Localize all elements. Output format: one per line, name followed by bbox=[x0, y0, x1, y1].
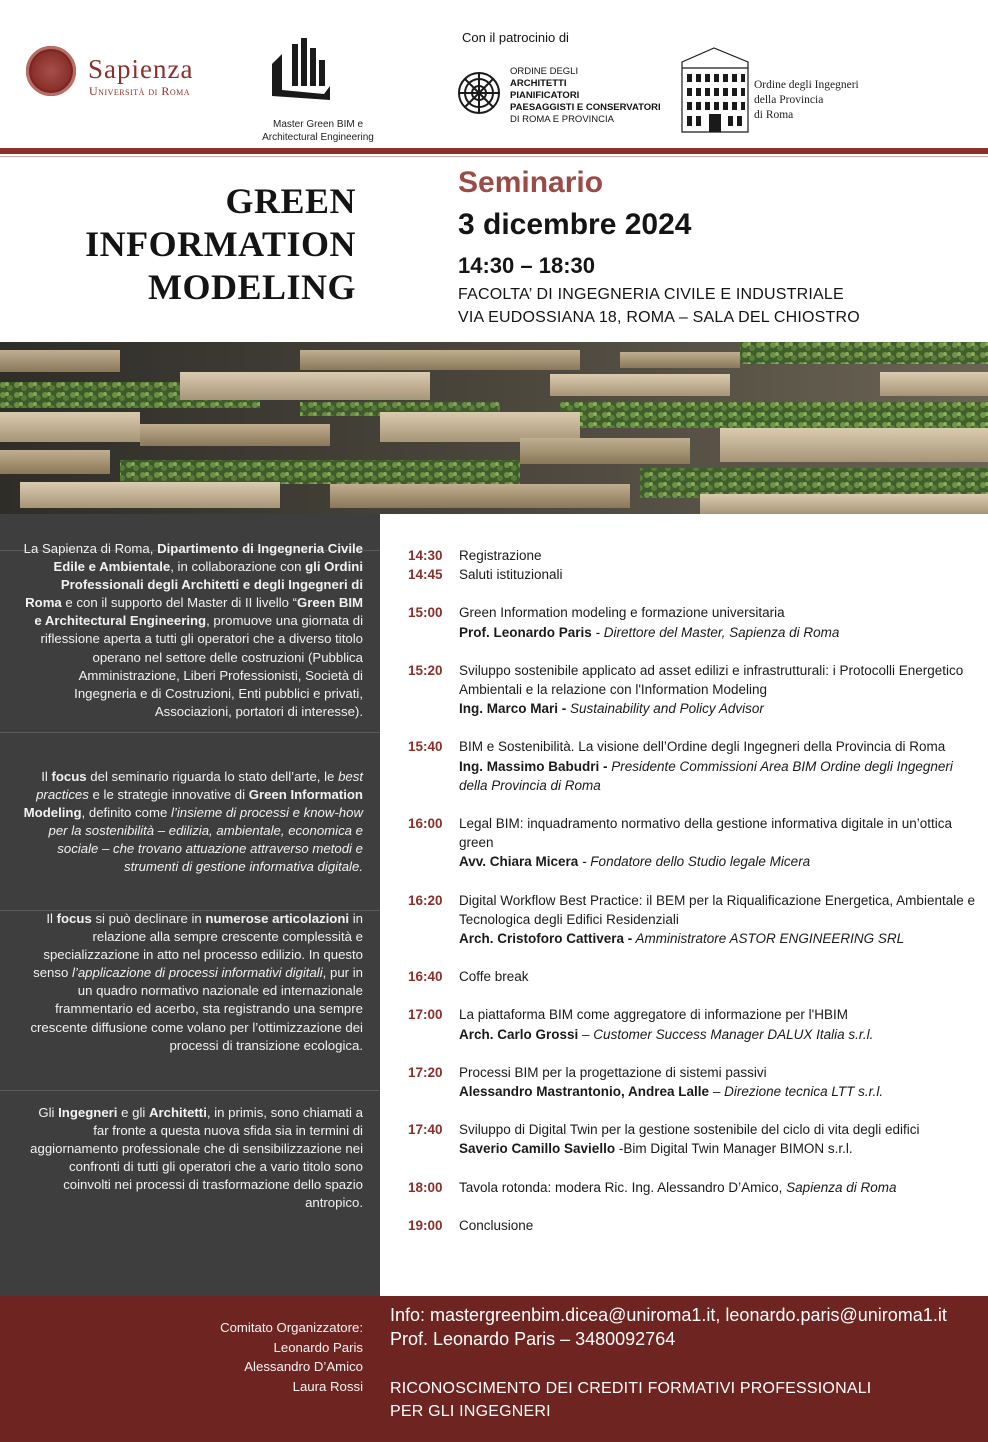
credits-line2: PER GLI INGEGNERI bbox=[390, 1403, 551, 1420]
credits-line1: RICONOSCIMENTO DEI CREDITI FORMATIVI PROFESSIONALI bbox=[390, 1380, 872, 1397]
program-title: Saluti istituzionali bbox=[459, 567, 563, 583]
header-divider bbox=[0, 148, 988, 154]
program-role: Sapienza di Roma bbox=[786, 1179, 897, 1195]
ordine-arch-line4: PAESAGGISTI E CONSERVATORI bbox=[510, 102, 661, 113]
sapienza-name: Sapienza bbox=[88, 54, 194, 84]
ordine-architetti-rosette-icon bbox=[456, 70, 502, 116]
program-item bbox=[408, 603, 978, 641]
program-body bbox=[459, 814, 978, 872]
seminar-time: 14:30 – 18:30 bbox=[458, 253, 595, 278]
ordine-arch-line2: ARCHITETTI bbox=[510, 78, 567, 89]
program-body bbox=[459, 661, 978, 719]
committee-title: Comitato Organizzatore: bbox=[220, 1320, 363, 1335]
program-body bbox=[459, 1216, 978, 1235]
program-role: Presidente Commissioni Area BIM Ordine degli Ingegneri della Provincia di Roma bbox=[459, 758, 953, 793]
ordine-arch-line3: PIANIFICATORI bbox=[510, 90, 580, 101]
program-item bbox=[408, 1216, 978, 1235]
program-title: Registrazione bbox=[459, 548, 542, 563]
seminar-date: 3 dicembre 2024 bbox=[458, 208, 692, 241]
ordine-ing-line1: Ordine degli Ingegneri bbox=[754, 79, 859, 91]
program-role: Amministratore ASTOR ENGINEERING SRL bbox=[632, 931, 905, 947]
program-role: – Direzione tecnica LTT s.r.l. bbox=[709, 1084, 884, 1100]
ordine-architetti-text bbox=[510, 66, 670, 126]
program-title: Tavola rotonda: modera Ric. Ing. Alessandro D’Amico, bbox=[459, 1179, 787, 1195]
panel-rule bbox=[0, 1090, 380, 1091]
title-line2: INFORMATION bbox=[85, 224, 356, 264]
intro-paragraph-3: Il focus si può declinare in numerose articolazioni in relazione alla sempre crescente complessità e specializzazione in atto nel processo edilizio. In questo senso l’applicazione di processi informativi digitali, pur in un quadro normativo nazionale ed internazionale frammentario ed acerbo, sta registrando una sempre crescente diffusione come volano per l’ottimizzazione dei processi di transizione ecologica. bbox=[30, 911, 363, 1053]
program-title: Sviluppo sostenibile applicato ad asset edilizi e infrastrutturali: i Protocolli Energetico Ambientali e la relazione con l'Information Modeling bbox=[459, 662, 964, 698]
program-body bbox=[459, 1178, 978, 1197]
program-time: 18:00 bbox=[408, 1179, 443, 1195]
program-body bbox=[459, 737, 978, 795]
master-caption-line2: Architectural Engineering bbox=[262, 132, 374, 143]
master-caption bbox=[238, 118, 398, 144]
wood-and-greenery-photo bbox=[0, 342, 988, 514]
organizing-committee bbox=[160, 1318, 363, 1396]
program-title: La piattaforma BIM come aggregatore di informazione per l'HBIM bbox=[459, 1007, 849, 1023]
program-body bbox=[459, 565, 978, 584]
intro-panel-bottom bbox=[0, 1268, 380, 1296]
program-time: 14:30 bbox=[408, 548, 443, 563]
program-item bbox=[408, 565, 978, 584]
program-time: 15:00 bbox=[408, 605, 443, 621]
program-item bbox=[408, 1120, 978, 1158]
program-title: Green Information modeling e formazione universitaria bbox=[459, 605, 785, 621]
program-body bbox=[459, 546, 978, 565]
program-item bbox=[408, 891, 978, 949]
program-title: Processi BIM per la progettazione di sistemi passivi bbox=[459, 1064, 767, 1080]
program-item bbox=[408, 1005, 978, 1043]
intro-paragraph-1: La Sapienza di Roma, Dipartimento di Ingegneria Civile Edile e Ambientale, in collaborazione con gli Ordini Professionali degli Architetti e degli Ingegneri di Roma e con il supporto del Master di II livello “Green BIM e Architectural Engineering, promuove una giornata di riflessione aperta a tutti gli operatori che a diverso titolo operano nel settore delle costruzioni (Pubblica Amministrazione, Liberi Professionisti, Società di Ingegneria e di Costruzioni, Enti pubblici e privati, Associazioni, portatori di interesse). bbox=[23, 541, 363, 719]
program-body bbox=[459, 1005, 978, 1043]
ordine-arch-line1: ORDINE DEGLI bbox=[510, 66, 579, 77]
program-role: Sustainability and Policy Advisor bbox=[566, 701, 764, 717]
intro-paragraph-2: Il focus del seminario riguarda lo stato dell’arte, le best practices e le strategie innovative di Green Information Modeling, definito come l’insieme di processi e know-how per la sostenibilità – edilizia, ambientale, economica e sociale – che trovano attuazione attraverso metodi e strumenti di gestione informativa digitale. bbox=[23, 769, 363, 875]
sapienza-seal-icon bbox=[26, 46, 76, 96]
ordine-arch-line5: DI ROMA E PROVINCIA bbox=[510, 114, 614, 125]
program-body bbox=[459, 1120, 978, 1158]
seminar-label: Seminario bbox=[458, 166, 604, 199]
program-time: 19:00 bbox=[408, 1217, 443, 1233]
program-time: 16:00 bbox=[408, 816, 443, 832]
ordine-ingegneri-building-icon bbox=[678, 44, 752, 136]
program-time: 17:00 bbox=[408, 1007, 443, 1023]
ordine-ing-line2: della Provincia bbox=[754, 94, 824, 106]
program-title: Digital Workflow Best Practice: il BEM per la Riqualificazione Energetica, Ambientale e Tecnologica degli Edifici Residenziali bbox=[459, 892, 975, 927]
program-item bbox=[408, 737, 978, 795]
master-caption-line1: Master Green BIM e bbox=[272, 119, 364, 130]
program-item bbox=[408, 1178, 978, 1197]
intro-paragraph-4: Gli Ingegneri e gli Architetti, in primis, sono chiamati a far fronte a questa nuova sfida sia in termini di aggiornamento professionale che di sensibilizzazione nei confronti di tutti gli operatori che a vario titolo sono coinvolti nei processi di trasformazione dello spazio antropico. bbox=[30, 1105, 363, 1211]
panel-rule bbox=[0, 732, 380, 733]
program-title: Coffe break bbox=[459, 969, 529, 985]
program-body bbox=[459, 967, 978, 986]
program-title: BIM e Sostenibilità. La visione dell’Ordine degli Ingegneri della Provincia di Roma bbox=[459, 739, 946, 755]
program-role: - Fondatore dello Studio legale Micera bbox=[578, 854, 811, 870]
program-time: 14:45 bbox=[408, 567, 443, 583]
program-schedule bbox=[408, 546, 978, 1235]
ordine-ingegneri-text bbox=[754, 78, 894, 123]
program-role: -Bim Digital Twin Manager BIMON s.r.l. bbox=[615, 1141, 853, 1157]
program-item bbox=[408, 546, 978, 565]
sapienza-logo bbox=[22, 44, 222, 106]
patrocinio-label: Con il patrocinio di bbox=[462, 30, 569, 45]
program-speaker: Arch. Cristoforo Cattivera - bbox=[459, 931, 633, 947]
program-role: – Customer Success Manager DALUX Italia s.r.l. bbox=[578, 1026, 874, 1042]
program-title: Legal BIM: inquadramento normativo della gestione informativa digitale in un’ottica green bbox=[459, 816, 953, 851]
event-title bbox=[20, 180, 356, 309]
committee-member: Laura Rossi bbox=[292, 1378, 363, 1394]
photo-illustration bbox=[0, 342, 988, 514]
title-line1: GREEN bbox=[225, 181, 356, 221]
title-line3: MODELING bbox=[147, 267, 356, 307]
program-body bbox=[459, 891, 978, 949]
header-divider-thin bbox=[0, 156, 988, 157]
seminar-venue-line2: VIA EUDOSSIANA 18, ROMA – SALA DEL CHIOSTRO bbox=[458, 309, 860, 326]
program-body bbox=[459, 1063, 978, 1101]
program-speaker: Avv. Chiara Micera bbox=[459, 854, 579, 870]
program-time: 15:40 bbox=[408, 739, 443, 755]
program-speaker: Ing. Marco Mari - bbox=[459, 701, 567, 717]
program-title: Conclusione bbox=[459, 1217, 534, 1233]
program-item bbox=[408, 1063, 978, 1101]
program-item bbox=[408, 661, 978, 719]
info-emails[interactable]: Info: mastergreenbim.dicea@uniroma1.it, leonardo.paris@uniroma1.it bbox=[390, 1305, 947, 1325]
program-title: Sviluppo di Digital Twin per la gestione sostenibile del ciclo di vita degli edifici bbox=[459, 1122, 920, 1138]
program-time: 15:20 bbox=[408, 662, 443, 678]
master-green-bim-logo-icon bbox=[266, 34, 338, 104]
program-speaker: Prof. Leonardo Paris bbox=[459, 624, 592, 640]
program-speaker: Alessandro Mastrantonio, Andrea Lalle bbox=[459, 1084, 710, 1100]
sapienza-subtitle: Università di Roma bbox=[89, 84, 190, 98]
program-role: - Direttore del Master, Sapienza di Roma bbox=[591, 624, 840, 640]
program-time: 17:20 bbox=[408, 1064, 443, 1080]
committee-member: Alessandro D’Amico bbox=[244, 1359, 363, 1374]
program-body bbox=[459, 603, 978, 641]
program-time: 16:40 bbox=[408, 969, 443, 985]
info-phone[interactable]: Prof. Leonardo Paris – 3480092764 bbox=[390, 1329, 676, 1349]
program-speaker: Saverio Camillo Saviello bbox=[459, 1141, 616, 1157]
program-time: 16:20 bbox=[408, 892, 443, 908]
program-time: 17:40 bbox=[408, 1122, 443, 1138]
program-speaker: Ing. Massimo Babudri - bbox=[459, 758, 608, 774]
ordine-ing-line3: di Roma bbox=[754, 109, 794, 121]
program-speaker: Arch. Carlo Grossi bbox=[459, 1026, 579, 1042]
program-item bbox=[408, 967, 978, 986]
seminar-venue-line1: FACOLTA’ DI INGEGNERIA CIVILE E INDUSTRIALE bbox=[458, 286, 844, 303]
program-item bbox=[408, 814, 978, 872]
committee-member: Leonardo Paris bbox=[273, 1339, 363, 1355]
